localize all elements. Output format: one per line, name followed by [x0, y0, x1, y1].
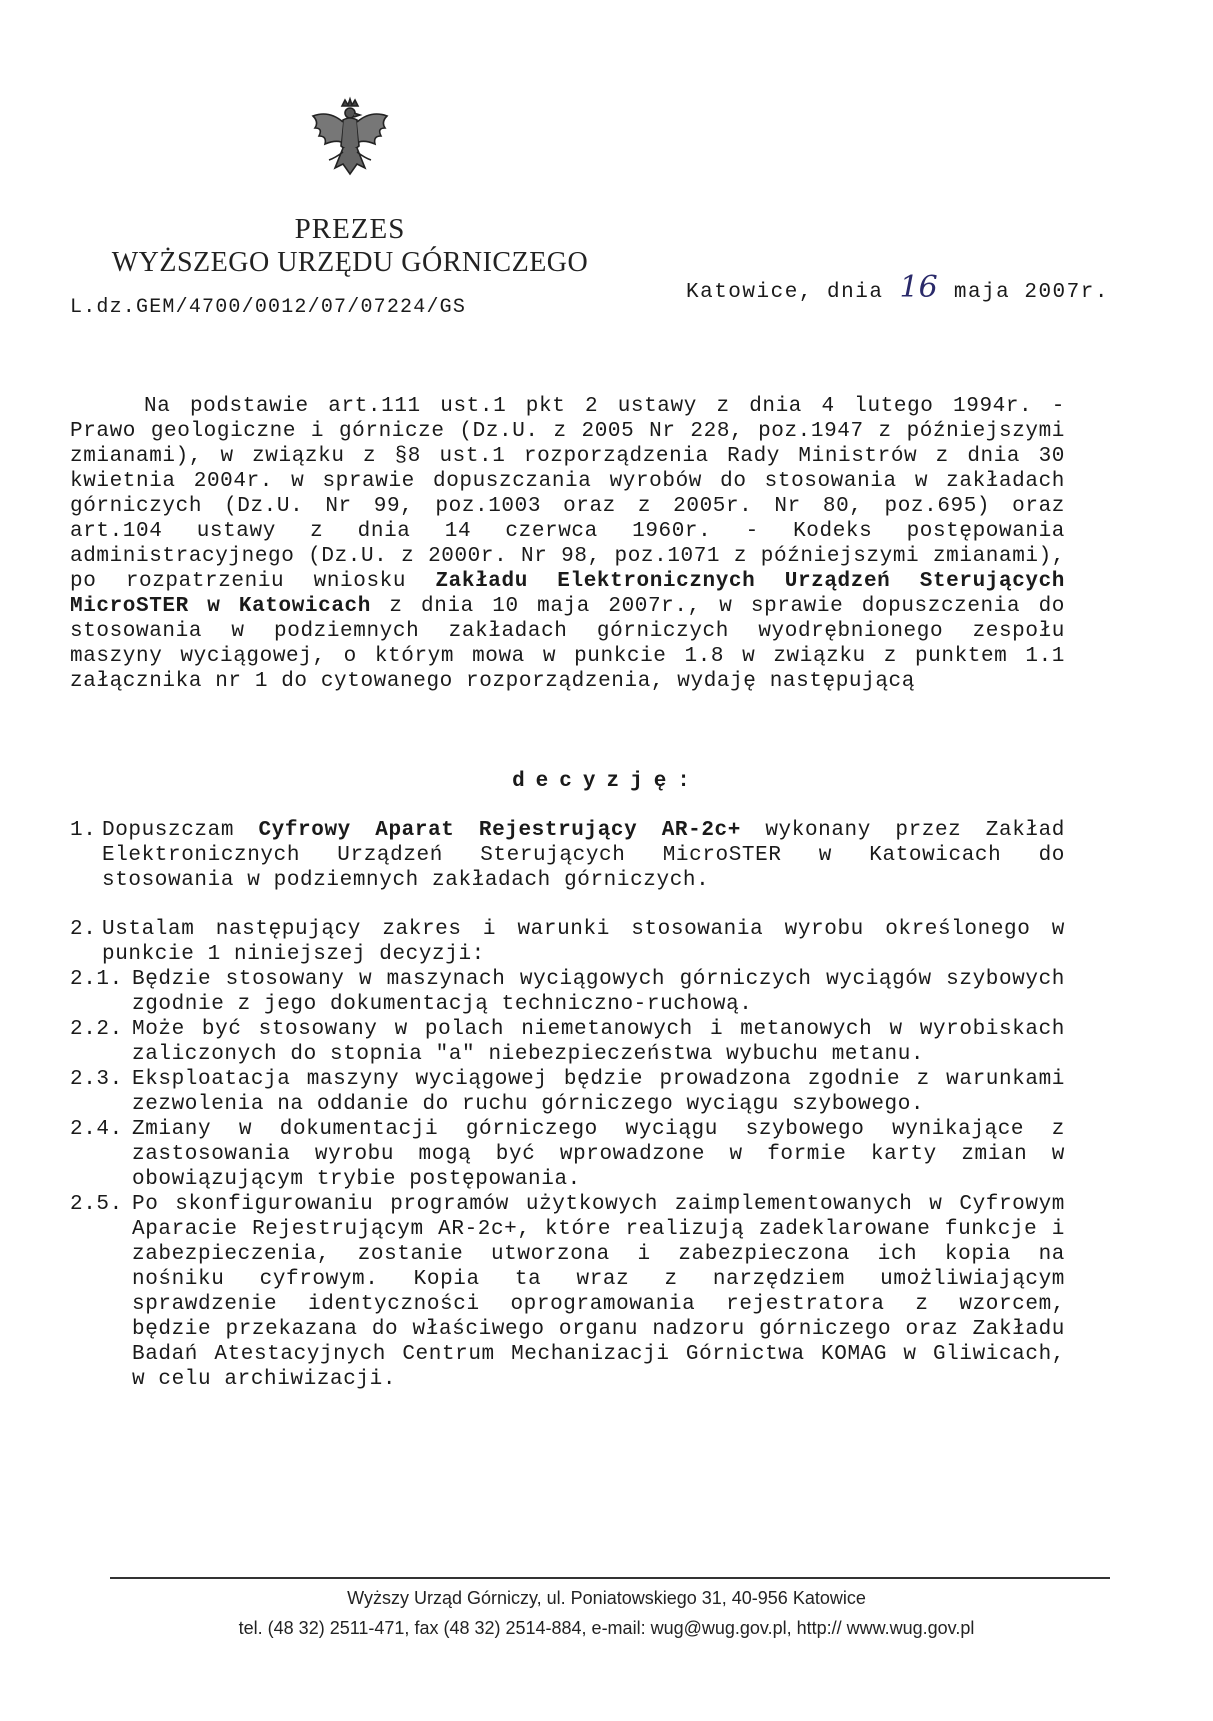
intro-text	[70, 394, 1065, 694]
reference-number: L.dz.GEM/4700/0012/07/07224/GS	[70, 296, 467, 319]
decision-subitem	[70, 1017, 1065, 1067]
place-and-date	[686, 270, 1109, 305]
applicant-name: Zakładu Elektronicznych Urządzeń Sterujących MicroSTER w Katowicach	[70, 570, 1065, 618]
footer-address: Wyższy Urząd Górniczy, ul. Poniatowskiego 31, 40-956 Katowice	[347, 1588, 866, 1608]
decision-subitem	[70, 967, 1065, 1017]
item1-prefix: Dopuszczam	[102, 819, 259, 842]
subitem-text: Po skonfigurowaniu programów użytkowych zaimplementowanych w Cyfrowym Aparacie Rejestrującym AR-2c+, które realizują zadeklarowane funkcje i zabezpieczenia, zostanie utworzona i zabezpieczona ich kopia na nośniku cyfrowym. Kopia ta wraz z narzędziem umożliwiającym sprawdzenie identyczności oprogramowania rejestratora z wzorcem, będzie przekazana do właściwego organu nadzoru górniczego oraz Zakładu Badań Atestacyjnych Centrum Mechanizacji Górnictwa KOMAG w Gliwicach, w celu archiwizacji.	[132, 1193, 1065, 1391]
subitem-text: Może być stosowany w polach niemetanowych i metanowych w wyrobiskach zaliczonych do stopnia "a" niebezpieczeństwa wybuchu metanu.	[132, 1018, 1065, 1066]
footer-divider	[110, 1577, 1110, 1579]
subitem-text: Będzie stosowany w maszynach wyciągowych górniczych wyciągów szybowych zgodnie z jego dokumentacją techniczno-ruchową.	[132, 968, 1065, 1016]
decision-items	[70, 818, 1065, 1392]
subitem-number: 2.3.	[70, 1068, 123, 1091]
item2-text: Ustalam następujący zakres i warunki stosowania wyrobu określonego w punkcie 1 niniejszej decyzji:	[102, 918, 1065, 966]
decision-subitem	[70, 1117, 1065, 1192]
date-day-handwritten: 16	[899, 270, 938, 305]
issuing-authority	[60, 212, 640, 280]
item1-rest: wykonany przez Zakład Elektronicznych Urządzeń Sterujących MicroSTER w Katowicach do stosowania w podziemnych zakładach górniczych.	[102, 819, 1065, 892]
decision-subitem	[70, 1192, 1065, 1392]
subitem-text: Eksploatacja maszyny wyciągowej będzie prowadzona zgodnie z warunkami zezwolenia na oddanie do ruchu górniczego wyciągu szybowego.	[132, 1068, 1065, 1116]
intro-paragraph	[70, 394, 1065, 694]
eagle-emblem-icon	[305, 96, 395, 186]
authority-name: WYŻSZEGO URZĘDU GÓRNICZEGO	[111, 247, 589, 278]
decision-item-2	[70, 917, 1065, 967]
product-name: Cyfrowy Aparat Rejestrujący AR-2c+	[258, 819, 741, 842]
subitem-number: 2.4.	[70, 1118, 123, 1141]
date-prefix: Katowice, dnia	[686, 281, 884, 304]
intro-part1: Na podstawie art.111 ust.1 pkt 2 ustawy z dnia 4 lutego 1994r. - Prawo geologiczne i górnicze (Dz.U. z 2005 Nr 228, poz.1947 z późniejszymi zmianami), w związku z §8 ust.1 rozporządzenia Rady Ministrów z dnia 30 kwietnia 2004r. w sprawie dopuszczania wyrobów do stosowania w zakładach górniczych (Dz.U. Nr 99, poz.1003 oraz z 2005r. Nr 80, poz.695) oraz art.104 ustawy z dnia 14 czerwca 1960r. - Kodeks postępowania administracyjnego (Dz.U. z 2000r. Nr 98, poz.1071 z późniejszymi zmianami), po rozpatrzeniu wniosku	[70, 395, 1065, 593]
item-number: 1.	[70, 819, 97, 842]
subitem-text: Zmiany w dokumentacji górniczego wyciągu szybowego wynikające z zastosowania wyrobu mogą być wprowadzone w formie karty zmian w obowiązującym trybie postępowania.	[132, 1118, 1065, 1191]
intro-part2: z dnia 10 maja 2007r., w sprawie dopuszczenia do stosowania w podziemnych zakładach górniczych wyodrębnionego zespołu maszyny wyciągowej, o którym mowa w punkcie 1.8 w związku z punktem 1.1 załącznika nr 1 do cytowanego rozporządzenia, wydaję następującą	[70, 595, 1065, 693]
decision-heading: decyzję:	[512, 770, 701, 793]
item-number: 2.	[70, 918, 97, 941]
authority-title: PREZES	[294, 213, 406, 245]
footer-contact: tel. (48 32) 2511-471, fax (48 32) 2514-884, e-mail: wug@wug.gov.pl, http:// www.wug.gov.pl	[238, 1618, 975, 1638]
subitem-number: 2.1.	[70, 968, 123, 991]
decision-item-1	[70, 818, 1065, 893]
subitem-number: 2.2.	[70, 1018, 123, 1041]
subitem-number: 2.5.	[70, 1193, 123, 1216]
decision-subitem	[70, 1067, 1065, 1117]
date-suffix: maja 2007r.	[953, 281, 1109, 304]
